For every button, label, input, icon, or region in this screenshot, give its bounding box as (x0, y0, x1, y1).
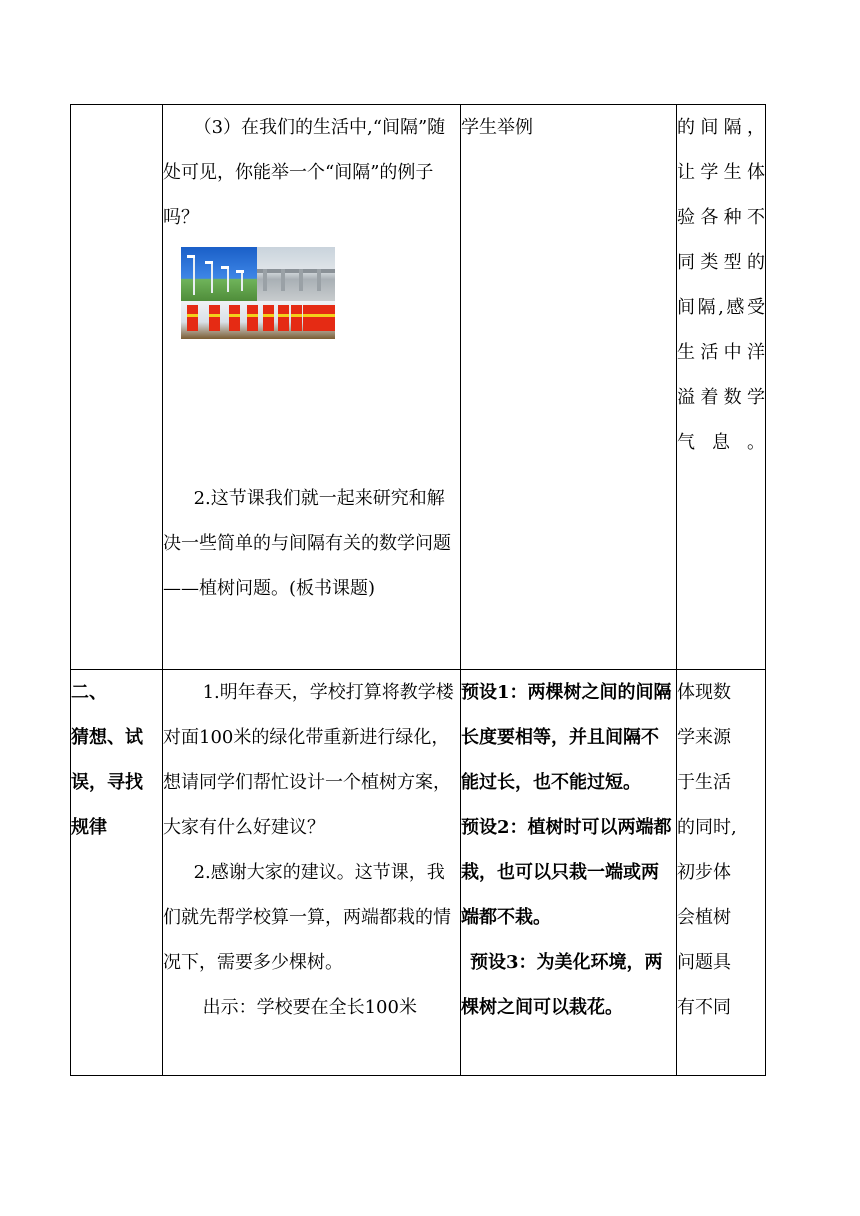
question-paragraph: （3）在我们的生活中,“间隔”随处可见，你能举一个“间隔”的例子吗？ (163, 117, 446, 228)
paragraph: 出示：学校要在全长100米 (202, 997, 417, 1018)
stage-cell (71, 105, 163, 670)
topic-paragraph: 2.这节课我们就一起来研究和解决一些简单的与间隔有关的数学问题——植树问题。(板书课题) (163, 488, 451, 599)
red-lanterns-photo (181, 301, 335, 339)
hypothesis-3: 预设3：为美化环境，两棵树之间可以栽花。 (461, 952, 663, 1018)
table-row (71, 670, 766, 1076)
lesson-plan-table (70, 104, 766, 1076)
hypothesis-1: 预设1：两棵树之间的间隔长度要相等，并且间隔不能过长，也不能过短。 (461, 682, 672, 793)
teacher-activity-cell (163, 105, 461, 670)
bridge-railing-photo (257, 247, 335, 301)
design-intent-cell: 的间隔，让学生体验各种不同类型的间隔,感受生活中洋溢着数学气息。 (677, 105, 766, 670)
hypothesis-2: 预设2：植树时可以两端都栽，也可以只栽一端或两端都不栽。 (461, 817, 672, 928)
student-activity-cell: 学生举例 (461, 105, 677, 670)
interval-examples-photo (181, 247, 335, 339)
design-intent-cell: 体现数 学来源 于生活 的同时, 初步体 会植树 问题具 有不同 (677, 670, 766, 1076)
teacher-activity-cell (163, 670, 461, 1076)
street-lamps-photo (181, 247, 257, 301)
stage-title-cell: 二、 猜想、试 误，寻找 规律 (71, 670, 163, 1076)
student-activity-cell (461, 670, 677, 1076)
paragraph: 2.感谢大家的建议。这节课，我们就先帮学校算一算，两端都栽的情况下，需要多少棵树。 (163, 862, 451, 973)
paragraph: 1.明年春天，学校打算将教学楼对面100米的绿化带重新进行绿化，想请同学们帮忙设计一个植树方案，大家有什么好建议？ (163, 682, 454, 838)
table-row (71, 105, 766, 670)
